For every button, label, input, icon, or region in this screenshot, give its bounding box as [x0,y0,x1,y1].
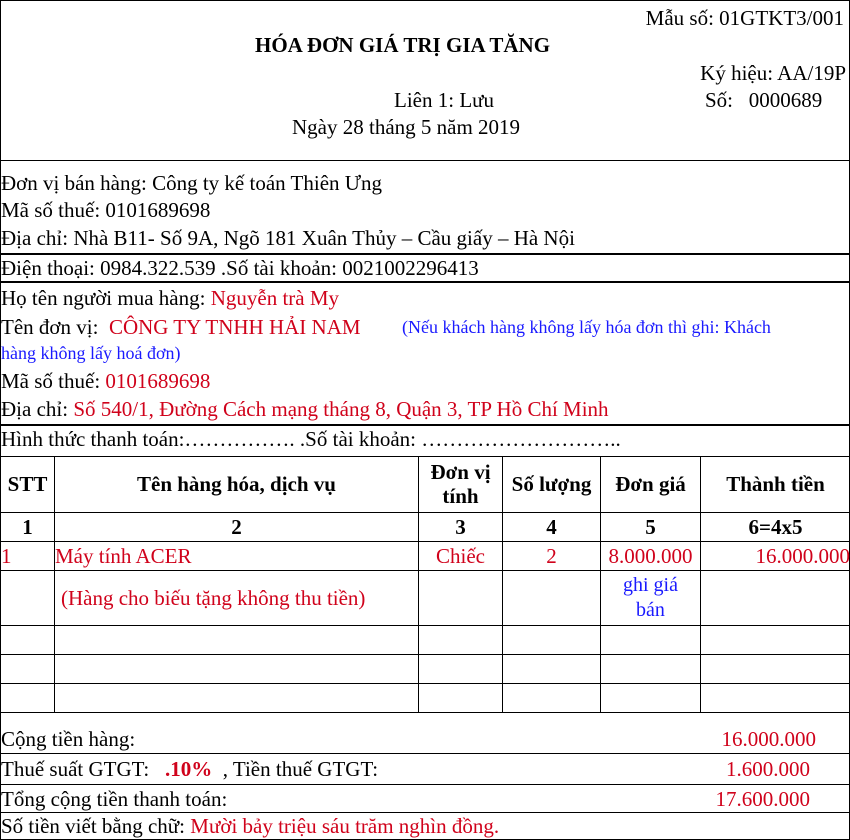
table-row [1,655,850,684]
col-number: 3 [419,513,503,542]
row2-qty [503,571,601,626]
header-unit [419,457,503,513]
total-value: 17.600.000 [715,787,810,811]
row2-name: (Hàng cho biếu tặng không thu tiền) [55,571,419,626]
buyer-tax-label: Mã số thuế: [1,369,106,393]
subtotal-value: 16.000.000 [721,727,816,751]
row2-price [601,571,701,626]
vat-line [1,759,378,780]
col-number: 4 [503,513,601,542]
buyer-name-label: Họ tên người mua hàng: [1,286,211,310]
buyer-name-value: Nguyễn trà My [210,286,340,310]
vat-amount-label: , Tiền thuế GTGT: [212,757,379,781]
divider [0,812,850,813]
seller-tax [1,200,210,221]
invoice-number: Số: 0000689 [705,88,823,112]
vat-label: Thuế suất GTGT: [1,757,166,781]
row1-amount: 16.000.000 [701,542,850,571]
table-header-row [1,457,850,513]
row1-price: 8.000.000 [601,542,701,571]
amount-in-words-value: Mười bảy triệu sáu trăm nghìn đồng. [190,814,500,838]
seller-unit [1,173,382,194]
buyer-tax-value: 0101689698 [105,369,211,393]
divider [0,424,850,426]
buyer-address-label: Địa chỉ: [1,397,74,421]
buyer-unit-label: Tên đơn vị: [1,315,109,339]
divider [0,253,850,255]
col-number: 1 [1,513,55,542]
buyer-name [1,288,339,309]
row1-qty: 2 [503,542,601,571]
header-unit-line1: Đơn vị [430,460,491,485]
header-stt: STT [1,457,55,513]
row1-name: Máy tính ACER [55,542,419,571]
buyer-address [1,399,609,420]
header-amount: Thành tiền [701,457,850,513]
table-row [1,626,850,655]
divider [0,281,850,283]
column-number-row [1,513,850,542]
vat-rate: .10% [165,757,213,781]
buyer-address-value: Số 540/1, Đường Cách mạng tháng 8, Quận 3, TP Hồ Chí Minh [73,397,609,421]
row2-stt [1,571,55,626]
invoice-symbol: Ký hiệu: AA/19P [700,61,846,85]
table-row [1,542,850,571]
buyer-note-line1: (Nếu khách hàng không lấy hóa đơn thì ghi: Khách [402,317,771,337]
total-label: Tổng cộng tiền thanh toán: [1,787,228,811]
seller-unit-label: Đơn vị bán hàng: [1,171,153,195]
row1-unit: Chiếc [419,542,503,571]
amount-in-words [1,816,499,837]
seller-address-value: Nhà B11- Số 9A, Ngõ 181 Xuân Thủy – Cầu giấy – Hà Nội [73,226,575,250]
form-number: Mẫu số: 01GTKT3/001 [645,6,844,30]
seller-phone-account: Điện thoại: 0984.322.539 .Số tài khoản: 0021002296413 [1,256,479,280]
goods-table [0,456,850,713]
buyer-note-line2: hàng không lấy hoá đơn) [1,343,181,363]
seller-address [1,228,575,249]
row1-stt: 1 [1,542,55,571]
buyer-tax [1,371,210,392]
seller-tax-value: 0101689698 [105,198,211,222]
row2-amount [701,571,850,626]
header-name: Tên hàng hóa, dịch vụ [55,457,419,513]
buyer-unit-value: CÔNG TY TNHH HẢI NAM [108,315,361,339]
divider [0,784,850,785]
col-number: 2 [55,513,419,542]
header-price: Đơn giá [601,457,701,513]
invoice-copy: Liên 1: Lưu [394,88,495,112]
col-number: 5 [601,513,701,542]
vat-value: 1.600.000 [726,757,810,781]
col-number: 6=4x5 [701,513,850,542]
seller-tax-label: Mã số thuế: [1,198,106,222]
header-unit-line2: tính [442,483,479,508]
amount-in-words-label: Số tiền viết bằng chữ: [1,814,191,838]
invoice-date: Ngày 28 tháng 5 năm 2019 [292,115,521,139]
divider [0,753,850,754]
seller-unit-value: Công ty kế toán Thiên Ưng [152,171,383,195]
header-qty: Số lượng [503,457,601,513]
table-row [1,684,850,713]
divider [0,160,850,161]
table-row [1,571,850,626]
invoice-title: HÓA ĐƠN GIÁ TRỊ GIA TĂNG [255,33,551,57]
row2-price-line1: ghi giá [623,574,678,596]
row2-price-line2: bán [636,599,665,621]
payment-method: Hình thức thanh toán:……………. .Số tài khoản: ……………………….. [1,427,621,451]
row2-unit [419,571,503,626]
subtotal-label: Cộng tiền hàng: [1,727,136,751]
seller-address-label: Địa chỉ: [1,226,74,250]
buyer-unit [1,317,361,338]
